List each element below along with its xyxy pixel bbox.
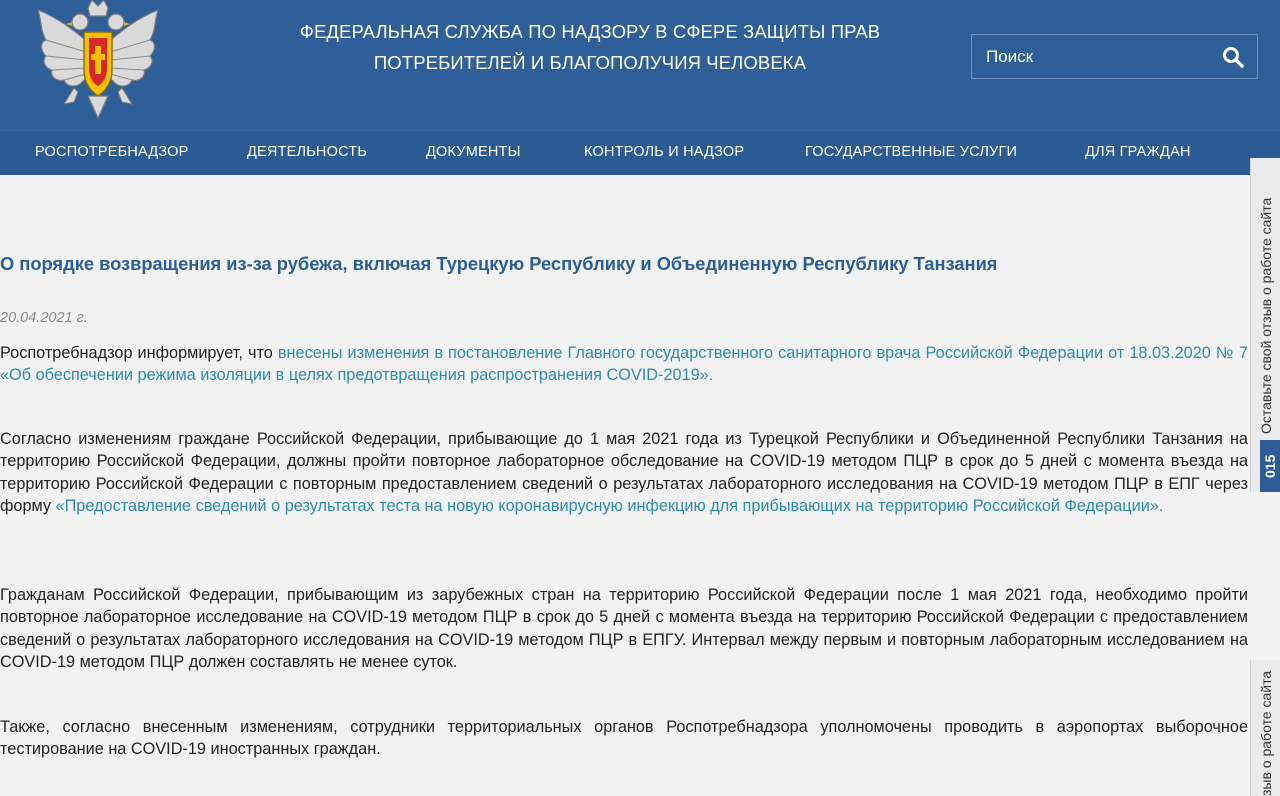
search-placeholder: Поиск [986,46,1034,66]
agency-name-line-1: ФЕДЕРАЛЬНАЯ СЛУЖБА ПО НАДЗОРУ В СФЕРЕ ЗАЩИТЫ ПРАВ [299,21,881,42]
nav-item-activity[interactable]: ДЕЯТЕЛЬНОСТЬ [247,144,368,160]
feedback-label-secondary: зыв о работе сайта [1258,670,1274,796]
article-title: О порядке возвращения из-за рубежа, включая Турецкую Республику и Объединенную Республику Танзания [0,253,998,274]
paragraph-text: Согласно изменениям граждане Российской Федерации, прибывающие до 1 мая 2021 года из Турецкой Республики и Объединенной Республики Танзания на территорию Российской Федерации, должны пройти повторное лабораторное обследование на COVID-19 методом ПЦР в срок до 5 дней с момента въезда на территорию Российской Федерации с повторным предоставлением сведений о результатах лабораторного исследования на COVID-19 методом ПЦР в ЕПГ через форму [0,430,1248,515]
feedback-badge: 015 [1260,440,1280,492]
paragraph-text: Роспотребнадзор информирует, что [0,344,278,362]
article-paragraph-3: Гражданам Российской Федерации, прибывающим из зарубежных стран на территорию Российской Федерации после 1 мая 2021 года, необходимо пройти повторное лабораторное исследование на COVID-19 методом ПЦР в срок до 5 дней с момента въезда на территорию Российской Федерации с предоставлением сведений о результатах лабораторного исследования на COVID-19 методом ПЦР в ЕПГУ. Интервал между первым и повторным лабораторным исследованием на COVID-19 методом ПЦР должен составлять не менее суток. [0,586,1248,671]
test-results-form-link[interactable]: «Предоставление сведений о результатах теста на новую коронавирусную инфекцию для прибывающих на территорию Российской Федерации». [55,496,1164,515]
agency-name [270,16,910,78]
main-navigation [0,130,1280,175]
search-input[interactable] [971,34,1258,79]
article-paragraph-2 [0,428,1248,517]
article-date: 20.04.2021 г. [0,310,88,326]
agency-name-line-2: ПОТРЕБИТЕЛЕЙ И БЛАГОПОЛУЧИЯ ЧЕЛОВЕКА [373,52,807,73]
nav-item-public-services[interactable]: ГОСУДАРСТВЕННЫЕ УСЛУГИ [805,144,1018,160]
resolution-link[interactable]: внесены изменения в постановление Главного государственного санитарного врача Российской Федерации от 18.03.2020 № 7 «Об обеспечении режима изоляции в целях предотвращения распространения COVID-2019». [0,344,1248,385]
site-header [0,0,1280,130]
feedback-label: Оставьте свой отзыв о работе сайта [1258,197,1274,434]
double-headed-eagle-emblem-icon[interactable] [34,0,162,122]
feedback-tab-secondary[interactable] [1250,660,1280,796]
article-paragraph-1 [0,342,1248,387]
nav-item-for-citizens[interactable]: ДЛЯ ГРАЖДАН [1085,144,1191,160]
nav-item-documents[interactable]: ДОКУМЕНТЫ [426,144,521,160]
nav-item-rospotrebnadzor[interactable]: РОСПОТРЕБНАДЗОР [35,144,189,160]
nav-item-control[interactable]: КОНТРОЛЬ И НАДЗОР [584,144,745,160]
article-paragraph-4: Также, согласно внесенным изменениям, сотрудники территориальных органов Роспотребнадзора уполномочены проводить в аэропортах выборочное тестирование на COVID-19 иностранных граждан. [0,718,1248,759]
search-icon[interactable] [1222,46,1244,68]
feedback-tab[interactable] [1250,158,1280,492]
